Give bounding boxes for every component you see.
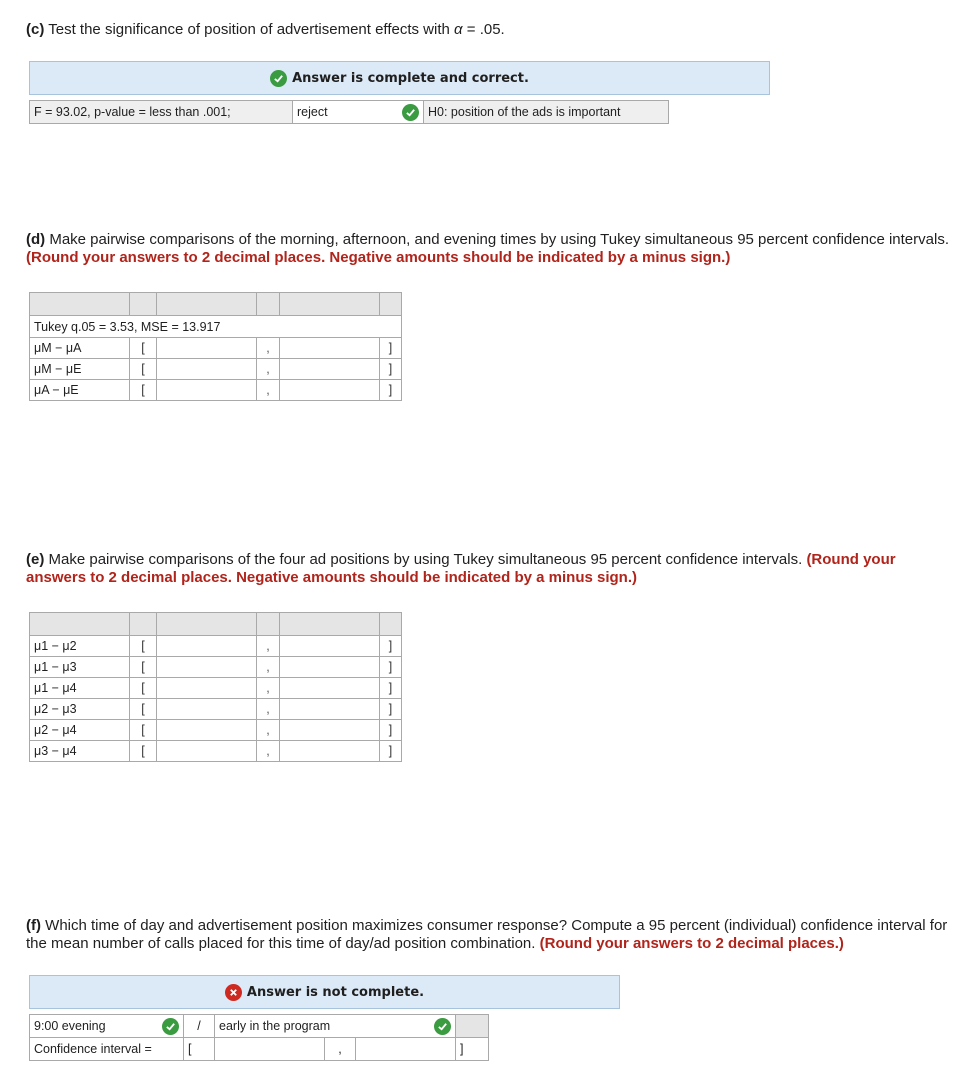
lower-bound-input[interactable]	[157, 636, 257, 657]
part-e-text: Make pairwise comparisons of the four ad positions by using Tukey simultaneous 95 percent confidence intervals.	[48, 551, 803, 568]
ci-lower-input[interactable]	[214, 1037, 325, 1061]
part-f-text: Which time of day and advertisement position maximizes consumer response? Compute a 95 percent (individual) confidence interval for the mean number of calls placed for this time of day/ad position combination.	[26, 917, 948, 952]
part-c-banner-text: Answer is complete and correct.	[292, 70, 529, 86]
part-c-label: (c)	[26, 21, 45, 38]
part-c-text: Test the significance of position of advertisement effects with	[48, 21, 450, 38]
table-row	[30, 741, 402, 762]
comma-separator: ,	[257, 338, 280, 359]
close-bracket: ]	[380, 338, 402, 359]
upper-bound-input[interactable]	[280, 636, 380, 657]
comparison-label: μ1 − μ2	[30, 636, 130, 657]
close-bracket: ]	[380, 359, 402, 380]
part-d-question	[26, 231, 956, 267]
close-bracket: ]	[380, 657, 402, 678]
upper-bound-input[interactable]	[280, 359, 380, 380]
decision-value: reject	[297, 105, 328, 119]
comma-separator: ,	[257, 657, 280, 678]
comparison-label: μ1 − μ3	[30, 657, 130, 678]
upper-bound-input[interactable]	[280, 380, 380, 401]
upper-bound-input[interactable]	[280, 699, 380, 720]
comma-separator: ,	[257, 741, 280, 762]
upper-bound-input[interactable]	[280, 741, 380, 762]
lower-bound-input[interactable]	[157, 741, 257, 762]
table-header-row	[30, 613, 402, 636]
open-bracket: [	[130, 678, 157, 699]
lower-bound-input[interactable]	[157, 699, 257, 720]
table-row	[30, 699, 402, 720]
close-bracket: ]	[380, 380, 402, 401]
comparison-label: μM − μE	[30, 359, 130, 380]
lower-bound-input[interactable]	[157, 338, 257, 359]
table-row	[30, 380, 402, 401]
conclusion-select[interactable]: H0: position of the ads is important	[423, 100, 669, 124]
open-bracket: [	[130, 338, 157, 359]
time-of-day-select[interactable]	[29, 1014, 184, 1038]
lower-bound-input[interactable]	[157, 657, 257, 678]
alpha-value: = .05.	[466, 21, 505, 38]
part-e-instruction: (Round your answers to 2 decimal places. Negative amounts should be indicated by a minus sign.)	[26, 551, 896, 586]
part-d-text: Make pairwise comparisons of the morning, afternoon, and evening times by using Tukey simultaneous 95 percent confidence intervals.	[49, 231, 949, 248]
part-c-status-banner	[29, 61, 770, 95]
open-bracket: [	[130, 699, 157, 720]
decision-select[interactable]	[292, 100, 424, 124]
x-circle-icon	[225, 984, 242, 1001]
part-e-label: (e)	[26, 551, 45, 568]
lower-bound-input[interactable]	[157, 359, 257, 380]
ci-upper-input[interactable]	[355, 1037, 456, 1061]
open-bracket: [	[130, 657, 157, 678]
check-icon	[434, 1018, 451, 1035]
comparison-label: μ2 − μ3	[30, 699, 130, 720]
part-e-question	[26, 551, 956, 587]
open-bracket: [	[130, 636, 157, 657]
close-bracket: ]	[380, 741, 402, 762]
comparison-label: μ3 − μ4	[30, 741, 130, 762]
open-bracket: [	[130, 359, 157, 380]
close-bracket: ]	[380, 636, 402, 657]
alpha-symbol: α	[454, 21, 463, 38]
comma-separator: ,	[257, 359, 280, 380]
tukey-time-table	[29, 292, 402, 401]
part-d-instruction: (Round your answers to 2 decimal places. Negative amounts should be indicated by a minus sign.)	[26, 249, 731, 266]
comparison-label: μA − μE	[30, 380, 130, 401]
open-bracket: [	[183, 1037, 215, 1061]
check-icon	[162, 1018, 179, 1035]
close-bracket: ]	[380, 678, 402, 699]
f-statistic-cell: F = 93.02, p-value = less than .001;	[29, 100, 293, 124]
part-f-question	[26, 917, 956, 953]
part-d-label: (d)	[26, 231, 46, 248]
comma-separator: ,	[257, 380, 280, 401]
slash-separator: /	[183, 1014, 215, 1038]
tukey-info-row	[30, 316, 402, 338]
table-row	[30, 657, 402, 678]
part-f-label: (f)	[26, 917, 41, 934]
table-row	[30, 678, 402, 699]
lower-bound-input[interactable]	[157, 380, 257, 401]
upper-bound-input[interactable]	[280, 678, 380, 699]
lower-bound-input[interactable]	[157, 720, 257, 741]
lower-bound-input[interactable]	[157, 678, 257, 699]
comma-separator: ,	[257, 720, 280, 741]
check-icon	[270, 70, 287, 87]
table-row	[30, 359, 402, 380]
comparison-label: μ2 − μ4	[30, 720, 130, 741]
comma-separator: ,	[257, 678, 280, 699]
close-bracket: ]	[380, 720, 402, 741]
upper-bound-input[interactable]	[280, 338, 380, 359]
comparison-label: μM − μA	[30, 338, 130, 359]
ad-position-value: early in the program	[219, 1019, 331, 1033]
time-of-day-value: 9:00 evening	[34, 1019, 106, 1033]
table-header-row	[30, 293, 402, 316]
close-bracket: ]	[380, 699, 402, 720]
open-bracket: [	[130, 380, 157, 401]
table-row	[30, 338, 402, 359]
ci-label: Confidence interval =	[29, 1037, 184, 1061]
close-bracket: ]	[455, 1037, 489, 1061]
check-icon	[402, 104, 419, 121]
part-f-instruction: (Round your answers to 2 decimal places.)	[539, 935, 844, 952]
part-c-question	[26, 21, 956, 39]
tukey-info: Tukey q.05 = 3.53, MSE = 13.917	[30, 316, 402, 338]
empty-cell	[455, 1014, 489, 1038]
part-f-banner-text: Answer is not complete.	[246, 984, 425, 1000]
comparison-label: μ1 − μ4	[30, 678, 130, 699]
table-row	[30, 720, 402, 741]
comma-separator: ,	[324, 1037, 356, 1061]
open-bracket: [	[130, 741, 157, 762]
table-row	[30, 636, 402, 657]
upper-bound-input[interactable]	[280, 720, 380, 741]
ad-position-select[interactable]	[214, 1014, 456, 1038]
upper-bound-input[interactable]	[280, 657, 380, 678]
open-bracket: [	[130, 720, 157, 741]
tukey-position-table	[29, 612, 402, 762]
comma-separator: ,	[257, 699, 280, 720]
part-f-status-banner	[29, 975, 620, 1009]
comma-separator: ,	[257, 636, 280, 657]
